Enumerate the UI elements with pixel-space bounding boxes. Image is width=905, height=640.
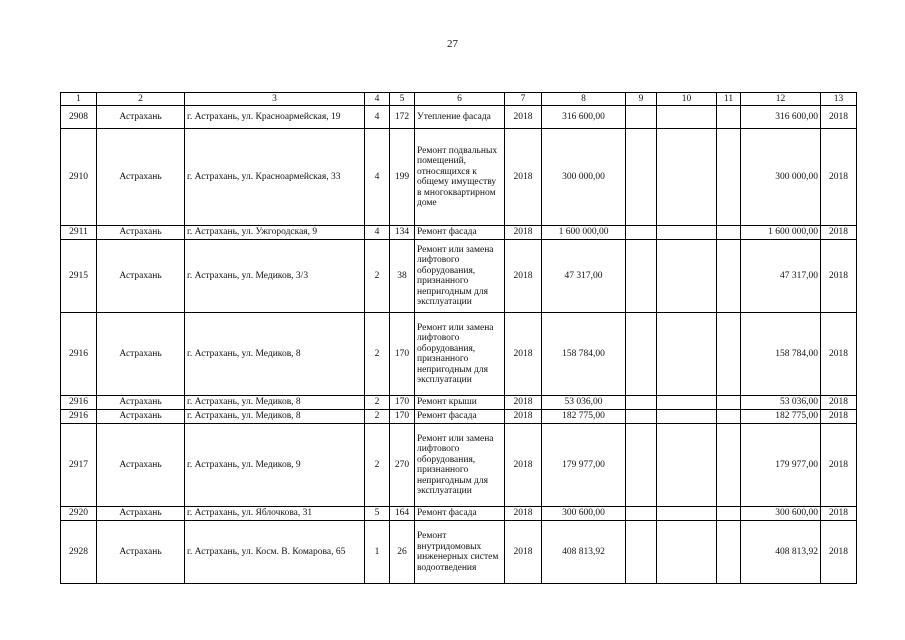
city-cell: Астрахань xyxy=(97,240,185,313)
address-cell: г. Астрахань, ул. Яблочкова, 31 xyxy=(185,507,365,521)
col10-cell xyxy=(657,226,717,240)
year-cell: 2018 xyxy=(505,424,542,507)
row-id-cell: 2917 xyxy=(61,424,97,507)
city-cell: Астрахань xyxy=(97,507,185,521)
address-cell: г. Астрахань, ул. Медиков, 8 xyxy=(185,396,365,410)
address-cell: г. Астрахань, ул. Косм. В. Комарова, 65 xyxy=(185,521,365,584)
year-cell: 2018 xyxy=(505,410,542,424)
col11-cell xyxy=(717,313,741,396)
col9-cell xyxy=(626,424,657,507)
col5-cell: 270 xyxy=(390,424,415,507)
work-type-cell: Ремонт внутридомовых инженерных систем водоотведения xyxy=(415,521,505,584)
row-id-cell: 2928 xyxy=(61,521,97,584)
amount-cell: 408 813,92 xyxy=(542,521,626,584)
col10-cell xyxy=(657,507,717,521)
amount-cell: 300 000,00 xyxy=(542,129,626,226)
year-cell: 2018 xyxy=(505,521,542,584)
row-id-cell: 2916 xyxy=(61,410,97,424)
col4-cell: 2 xyxy=(365,410,390,424)
total-amount-cell: 408 813,92 xyxy=(741,521,821,584)
column-number-header: 7 xyxy=(505,93,542,106)
amount-cell: 300 600,00 xyxy=(542,507,626,521)
column-number-header: 10 xyxy=(657,93,717,106)
work-type-cell: Ремонт или замена лифтового оборудования, признанного непригодным для эксплуатации xyxy=(415,313,505,396)
year-cell: 2018 xyxy=(505,226,542,240)
col4-cell: 2 xyxy=(365,424,390,507)
amount-cell: 316 600,00 xyxy=(542,106,626,129)
final-year-cell: 2018 xyxy=(821,129,857,226)
total-amount-cell: 300 600,00 xyxy=(741,507,821,521)
col9-cell xyxy=(626,313,657,396)
col11-cell xyxy=(717,240,741,313)
city-cell: Астрахань xyxy=(97,396,185,410)
col5-cell: 170 xyxy=(390,313,415,396)
year-cell: 2018 xyxy=(505,313,542,396)
col4-cell: 4 xyxy=(365,106,390,129)
col10-cell xyxy=(657,396,717,410)
table-body xyxy=(61,106,857,584)
city-cell: Астрахань xyxy=(97,226,185,240)
work-type-cell: Ремонт или замена лифтового оборудования, признанного непригодным для эксплуатации xyxy=(415,424,505,507)
col10-cell xyxy=(657,313,717,396)
register-table xyxy=(60,92,857,584)
col4-cell: 4 xyxy=(365,226,390,240)
total-amount-cell: 300 000,00 xyxy=(741,129,821,226)
work-type-cell: Ремонт фасада xyxy=(415,410,505,424)
total-amount-cell: 316 600,00 xyxy=(741,106,821,129)
col9-cell xyxy=(626,240,657,313)
total-amount-cell: 182 775,00 xyxy=(741,410,821,424)
col5-cell: 199 xyxy=(390,129,415,226)
col5-cell: 170 xyxy=(390,410,415,424)
col10-cell xyxy=(657,424,717,507)
total-amount-cell: 179 977,00 xyxy=(741,424,821,507)
city-cell: Астрахань xyxy=(97,313,185,396)
amount-cell: 53 036,00 xyxy=(542,396,626,410)
table-row xyxy=(61,410,857,424)
col10-cell xyxy=(657,240,717,313)
address-cell: г. Астрахань, ул. Ужгородская, 9 xyxy=(185,226,365,240)
table-row xyxy=(61,424,857,507)
col10-cell xyxy=(657,410,717,424)
work-type-cell: Ремонт крыши xyxy=(415,396,505,410)
final-year-cell: 2018 xyxy=(821,521,857,584)
final-year-cell: 2018 xyxy=(821,106,857,129)
work-type-cell: Ремонт фасада xyxy=(415,226,505,240)
address-cell: г. Астрахань, ул. Красноармейская, 33 xyxy=(185,129,365,226)
col5-cell: 172 xyxy=(390,106,415,129)
col10-cell xyxy=(657,521,717,584)
year-cell: 2018 xyxy=(505,106,542,129)
work-type-cell: Ремонт подвальных помещений, относящихся к общему имуществу в многоквартирном доме xyxy=(415,129,505,226)
column-number-header: 11 xyxy=(717,93,741,106)
city-cell: Астрахань xyxy=(97,521,185,584)
work-type-cell: Утепление фасада xyxy=(415,106,505,129)
col10-cell xyxy=(657,106,717,129)
col4-cell: 2 xyxy=(365,240,390,313)
row-id-cell: 2920 xyxy=(61,507,97,521)
col11-cell xyxy=(717,410,741,424)
col11-cell xyxy=(717,129,741,226)
column-number-header: 9 xyxy=(626,93,657,106)
total-amount-cell: 158 784,00 xyxy=(741,313,821,396)
final-year-cell: 2018 xyxy=(821,396,857,410)
address-cell: г. Астрахань, ул. Медиков, 8 xyxy=(185,410,365,424)
page-number: 27 xyxy=(447,38,458,50)
col5-cell: 26 xyxy=(390,521,415,584)
row-id-cell: 2910 xyxy=(61,129,97,226)
col5-cell: 134 xyxy=(390,226,415,240)
col11-cell xyxy=(717,396,741,410)
work-type-cell: Ремонт или замена лифтового оборудования, признанного непригодным для эксплуатации xyxy=(415,240,505,313)
amount-cell: 158 784,00 xyxy=(542,313,626,396)
col11-cell xyxy=(717,106,741,129)
year-cell: 2018 xyxy=(505,240,542,313)
col9-cell xyxy=(626,507,657,521)
col11-cell xyxy=(717,521,741,584)
col4-cell: 2 xyxy=(365,396,390,410)
column-number-header: 13 xyxy=(821,93,857,106)
col4-cell: 5 xyxy=(365,507,390,521)
table-row xyxy=(61,129,857,226)
column-number-header: 5 xyxy=(390,93,415,106)
column-number-header: 8 xyxy=(542,93,626,106)
col9-cell xyxy=(626,410,657,424)
final-year-cell: 2018 xyxy=(821,240,857,313)
table-row xyxy=(61,396,857,410)
city-cell: Астрахань xyxy=(97,106,185,129)
column-number-header: 3 xyxy=(185,93,365,106)
row-id-cell: 2916 xyxy=(61,396,97,410)
address-cell: г. Астрахань, ул. Медиков, 8 xyxy=(185,313,365,396)
work-type-cell: Ремонт фасада xyxy=(415,507,505,521)
column-number-header: 12 xyxy=(741,93,821,106)
column-number-header: 1 xyxy=(61,93,97,106)
amount-cell: 179 977,00 xyxy=(542,424,626,507)
table-row xyxy=(61,226,857,240)
table-row xyxy=(61,106,857,129)
col5-cell: 38 xyxy=(390,240,415,313)
total-amount-cell: 47 317,00 xyxy=(741,240,821,313)
address-cell: г. Астрахань, ул. Красноармейская, 19 xyxy=(185,106,365,129)
year-cell: 2018 xyxy=(505,396,542,410)
address-cell: г. Астрахань, ул. Медиков, 9 xyxy=(185,424,365,507)
col9-cell xyxy=(626,106,657,129)
final-year-cell: 2018 xyxy=(821,424,857,507)
col5-cell: 170 xyxy=(390,396,415,410)
col9-cell xyxy=(626,396,657,410)
final-year-cell: 2018 xyxy=(821,507,857,521)
final-year-cell: 2018 xyxy=(821,313,857,396)
row-id-cell: 2908 xyxy=(61,106,97,129)
amount-cell: 1 600 000,00 xyxy=(542,226,626,240)
col5-cell: 164 xyxy=(390,507,415,521)
column-number-row xyxy=(61,93,857,106)
col4-cell: 1 xyxy=(365,521,390,584)
col4-cell: 2 xyxy=(365,313,390,396)
table-row xyxy=(61,313,857,396)
row-id-cell: 2911 xyxy=(61,226,97,240)
col9-cell xyxy=(626,129,657,226)
year-cell: 2018 xyxy=(505,507,542,521)
col11-cell xyxy=(717,424,741,507)
address-cell: г. Астрахань, ул. Медиков, 3/3 xyxy=(185,240,365,313)
year-cell: 2018 xyxy=(505,129,542,226)
total-amount-cell: 1 600 000,00 xyxy=(741,226,821,240)
col9-cell xyxy=(626,521,657,584)
table-row xyxy=(61,521,857,584)
total-amount-cell: 53 036,00 xyxy=(741,396,821,410)
table-row xyxy=(61,507,857,521)
final-year-cell: 2018 xyxy=(821,410,857,424)
city-cell: Астрахань xyxy=(97,129,185,226)
col11-cell xyxy=(717,507,741,521)
amount-cell: 182 775,00 xyxy=(542,410,626,424)
col10-cell xyxy=(657,129,717,226)
column-number-header: 2 xyxy=(97,93,185,106)
col9-cell xyxy=(626,226,657,240)
column-number-header: 6 xyxy=(415,93,505,106)
row-id-cell: 2915 xyxy=(61,240,97,313)
row-id-cell: 2916 xyxy=(61,313,97,396)
city-cell: Астрахань xyxy=(97,410,185,424)
amount-cell: 47 317,00 xyxy=(542,240,626,313)
col11-cell xyxy=(717,226,741,240)
col4-cell: 4 xyxy=(365,129,390,226)
table-row xyxy=(61,240,857,313)
final-year-cell: 2018 xyxy=(821,226,857,240)
column-number-header: 4 xyxy=(365,93,390,106)
city-cell: Астрахань xyxy=(97,424,185,507)
